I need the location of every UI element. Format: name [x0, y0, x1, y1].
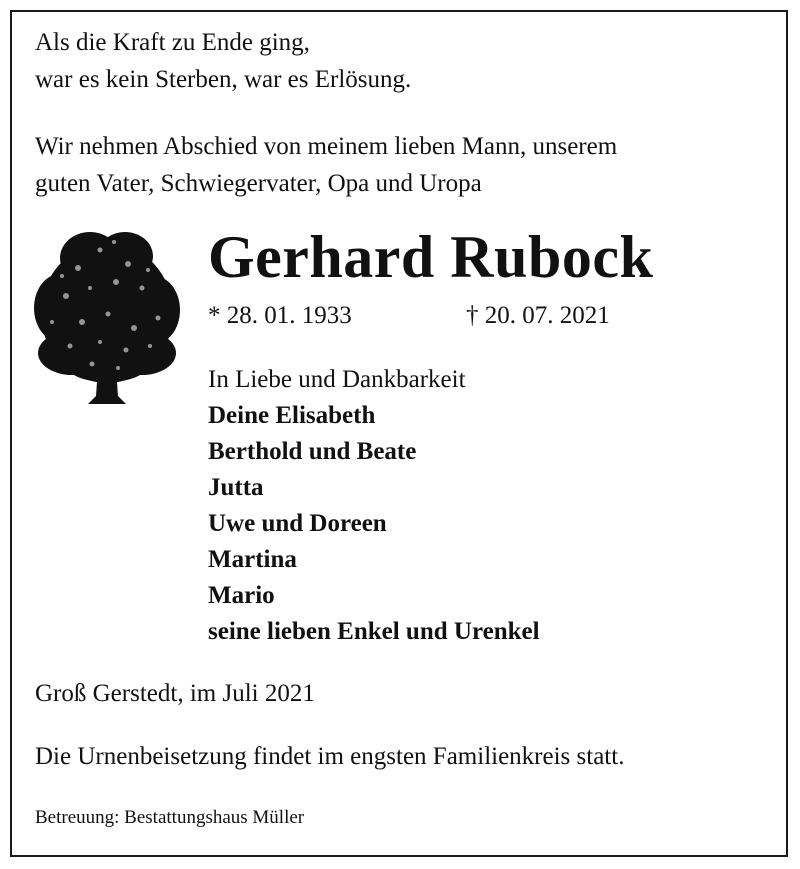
mourners-heading: In Liebe und Dankbarkeit [208, 366, 466, 393]
mourners-block [208, 362, 540, 650]
mourner-name: Mario [208, 582, 275, 609]
poem [35, 24, 411, 98]
mourner-name: Deine Elisabeth [208, 402, 376, 429]
place-date: Groß Gerstedt, im Juli 2021 [35, 680, 315, 707]
mourner-name: Jutta [208, 474, 264, 501]
mourner-name: Berthold und Beate [208, 438, 417, 465]
funeral-home-credit: Betreuung: Bestattungshaus Müller [35, 807, 305, 828]
intro-line: Wir nehmen Abschied von meinem lieben Mann, unserem [35, 133, 618, 160]
poem-line: war es kein Sterben, war es Erlösung. [35, 66, 412, 93]
tree-icon [30, 218, 184, 412]
intro-text [35, 128, 617, 202]
mourner-name: Martina [208, 546, 297, 573]
intro-line: guten Vater, Schwiegervater, Opa und Uropa [35, 170, 482, 197]
life-dates [208, 300, 610, 332]
death-date: † 20. 07. 2021 [466, 302, 610, 329]
mourner-name: Uwe und Doreen [208, 510, 387, 537]
poem-line: Als die Kraft zu Ende ging, [35, 29, 310, 56]
burial-notice: Die Urnenbeisetzung findet im engsten Familienkreis statt. [35, 743, 625, 770]
birth-date: * 28. 01. 1933 [208, 302, 352, 329]
deceased-name: Gerhard Rubock [208, 224, 654, 290]
mourner-name: seine lieben Enkel und Urenkel [208, 618, 540, 645]
